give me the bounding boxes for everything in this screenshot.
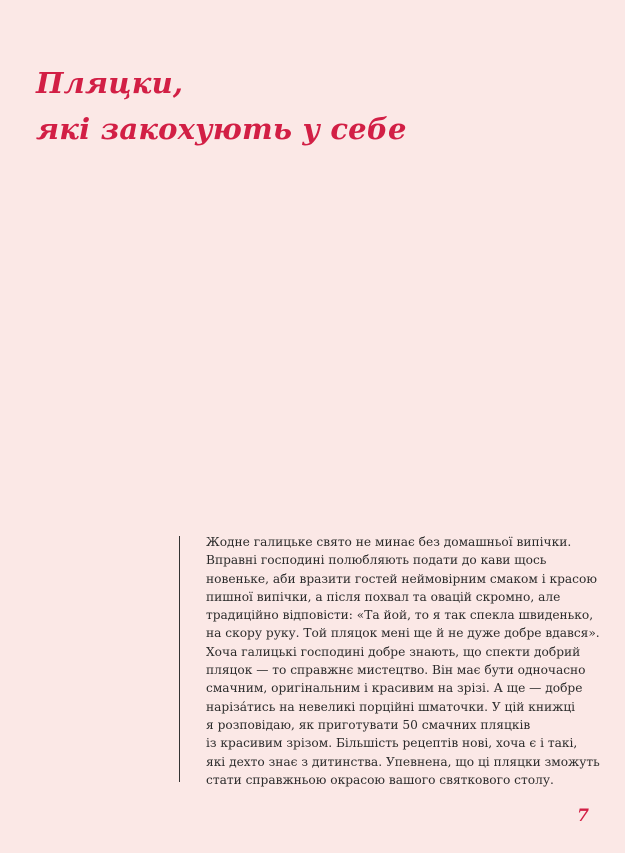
- intro-line: пляцок — то справжнє мистецтво. Він має бути одночасно: [206, 663, 586, 678]
- intro-line: які дехто знає з дитинства. Упевнена, що ці пляцки зможуть: [206, 754, 600, 769]
- intro-line: традиційно відповісти: «Та йой, то я так спекла швиденько,: [206, 608, 594, 623]
- intro-line: Жодне галицьке свято не минає без домашньої випічки.: [206, 535, 572, 549]
- intro-line: на скору руку. Той пляцок мені ще й не дуже добре вдався».: [206, 626, 600, 641]
- chapter-title: [36, 60, 407, 152]
- intro-line: стати справжньою окрасою вашого святкового столу.: [206, 772, 554, 787]
- intro-line: із красивим зрізом. Більшість рецептів нові, хоча є і такі,: [206, 736, 578, 751]
- intro-paragraph: [193, 533, 603, 789]
- intro-line: наріза́тись на невеликі порційні шматочки. У цій книжці: [206, 699, 576, 714]
- intro-line: Вправні господині полюбляють подати до кави щось: [206, 553, 547, 568]
- intro-line: Хоча галицькі господині добре знають, що спекти добрий: [206, 644, 581, 659]
- intro-line: я розповідаю, як приготувати 50 смачних пляцків: [206, 717, 531, 732]
- chapter-title-line-1: Пляцки,: [36, 66, 184, 100]
- vertical-rule: [179, 536, 180, 782]
- intro-line: новеньке, аби вразити гостей неймовірним смаком і красою: [206, 571, 597, 586]
- intro-line: смачним, оригінальним і красивим на зрізі. А ще — добре: [206, 681, 583, 696]
- intro-line: пишної випічки, а після похвал та овацій скромно, але: [206, 589, 561, 604]
- chapter-title-line-2: які закохують у себе: [36, 112, 407, 146]
- page-number: 7: [577, 806, 589, 826]
